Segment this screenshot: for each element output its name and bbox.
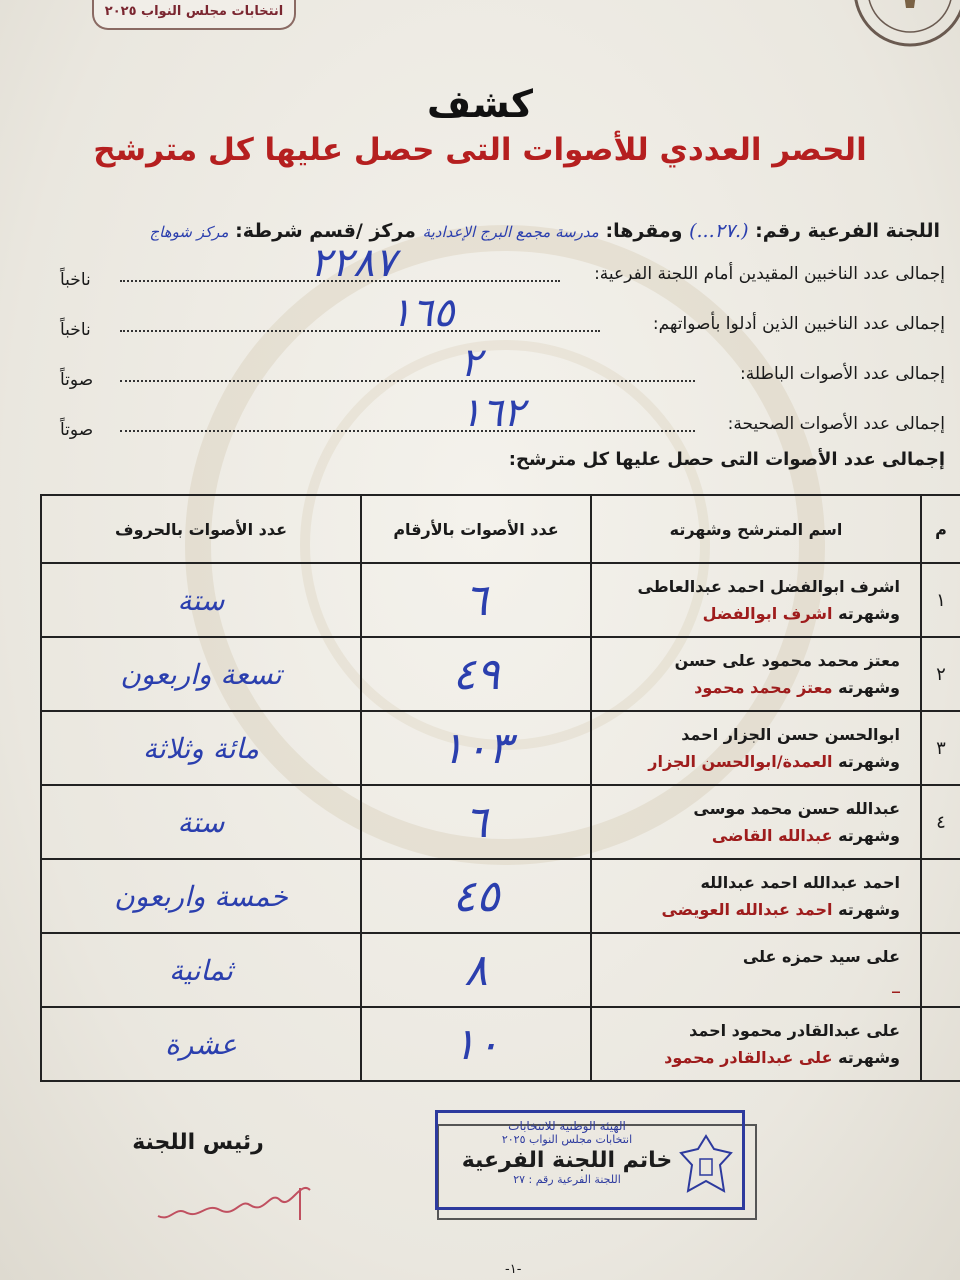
table-header-row <box>41 495 960 563</box>
candidate-nickname: على عبدالقادر محمود <box>664 1048 833 1067</box>
committee-hq-label: ومقرها: <box>605 220 683 242</box>
page-subtitle: الحصر العددي للأصوات التى حصل عليها كل مترشح <box>93 132 867 168</box>
candidate-name: على عبدالقادر محمود احمد <box>689 1020 900 1040</box>
votes-digits: ٤٩ <box>361 637 591 711</box>
stamp-authority: الهيئة الوطنية للانتخابات <box>508 1119 626 1133</box>
candidate-nickname: العمدة/ابوالحسن الجزار <box>648 752 833 771</box>
page-number: -١- <box>505 1262 522 1277</box>
total-voted-value: ١٦٥ <box>390 290 455 336</box>
total-voted-row <box>60 290 945 348</box>
committee-president-label: رئيس اللجنة <box>132 1130 264 1155</box>
votes-digits: ٨ <box>361 933 591 1007</box>
candidate-nickname: عبدالله القاضى <box>711 826 833 845</box>
nickname-prefix: وشهرته <box>838 1048 900 1067</box>
total-registered-label: إجمالى عدد الناخبين المقيدين أمام اللجنة الفرعية: <box>594 264 945 284</box>
candidate-name-cell <box>591 859 921 933</box>
row-index: ٢ <box>921 637 960 711</box>
row-index <box>921 859 960 933</box>
table-row <box>41 859 960 933</box>
committee-center-value: مركز شوهاج <box>149 223 229 241</box>
candidate-nickname: معتز محمد محمود <box>694 678 833 697</box>
total-valid-label: إجمالى عدد الأصوات الصحيحة: <box>727 414 945 434</box>
votes-words: ثمانية <box>41 933 361 1007</box>
total-valid-value: ١٦٢ <box>460 390 525 436</box>
row-index: ٣ <box>921 711 960 785</box>
dotted-line <box>120 380 695 382</box>
total-invalid-label: إجمالى عدد الأصوات الباطلة: <box>739 364 945 384</box>
committee-hq-value: مدرسة مجمع البرج الإعدادية <box>422 223 599 241</box>
total-registered-unit: ناخباً <box>60 270 91 290</box>
votes-digits: ١٠٣ <box>361 711 591 785</box>
votes-words: تسعة واربعون <box>41 637 361 711</box>
table-row <box>41 711 960 785</box>
row-index: ٤ <box>921 785 960 859</box>
candidate-name-cell <box>591 785 921 859</box>
header-digits: عدد الأصوات بالأرقام <box>361 495 591 563</box>
candidate-name: معتز محمد محمود على حسن <box>674 650 900 670</box>
committee-center-label: مركز /قسم شرطة: <box>235 220 416 242</box>
total-registered-row <box>60 240 945 298</box>
nickname-prefix: وشهرته <box>838 826 900 845</box>
stamp-committee-number: اللجنة الفرعية رقم : ٢٧ <box>513 1173 621 1186</box>
table-row <box>41 637 960 711</box>
eagle-emblem-icon <box>676 1131 736 1201</box>
candidate-name-cell <box>591 711 921 785</box>
votes-words: ستة <box>41 563 361 637</box>
candidate-name-cell <box>591 933 921 1007</box>
total-valid-row <box>60 390 945 448</box>
row-index <box>921 1007 960 1081</box>
table-row <box>41 933 960 1007</box>
committee-number-label: اللجنة الفرعية رقم: <box>755 220 940 242</box>
nickname-prefix: وشهرته <box>838 752 900 771</box>
table-row <box>41 563 960 637</box>
candidate-nickname: احمد عبدالله العويضى <box>661 900 833 919</box>
candidate-nickname: اشرف ابوالفضل <box>702 604 833 623</box>
votes-words: خمسة واربعون <box>41 859 361 933</box>
total-invalid-value: ٢ <box>460 340 482 386</box>
committee-stamp <box>435 1110 745 1210</box>
stamp-title: خاتم اللجنة الفرعية <box>461 1148 673 1173</box>
header-idx: م <box>921 495 960 563</box>
candidate-nickname: _ <box>892 974 900 993</box>
header-words: عدد الأصوات بالحروف <box>41 495 361 563</box>
candidate-name-cell <box>591 563 921 637</box>
election-authority-logo-icon <box>790 0 960 50</box>
row-index: ١ <box>921 563 960 637</box>
total-registered-value: ٢٢٨٧ <box>310 240 396 286</box>
total-invalid-unit: صوتاً <box>60 370 94 390</box>
votes-words: ستة <box>41 785 361 859</box>
votes-words: عشرة <box>41 1007 361 1081</box>
votes-words: مائة وثلاثة <box>41 711 361 785</box>
nickname-prefix: وشهرته <box>838 900 900 919</box>
committee-info <box>60 220 940 254</box>
candidate-name: عبدالله حسن محمد موسى <box>693 798 900 818</box>
page-title: كشف <box>426 82 534 126</box>
committee-number-value: (.٢٧...) <box>689 220 749 242</box>
votes-digits: ٦ <box>361 563 591 637</box>
candidate-name-cell <box>591 637 921 711</box>
votes-digits: ١٠ <box>361 1007 591 1081</box>
signature-icon <box>150 1170 320 1230</box>
nickname-prefix: وشهرته <box>838 678 900 697</box>
results-table <box>40 494 960 1082</box>
candidate-name-cell <box>591 1007 921 1081</box>
dotted-line <box>120 330 600 332</box>
table-row <box>41 1007 960 1081</box>
header-name: اسم المترشح وشهرته <box>591 495 921 563</box>
candidate-name: على سيد حمزه على <box>742 946 900 966</box>
candidate-name: اشرف ابوالفضل احمد عبدالعاطى <box>637 576 900 596</box>
total-voted-unit: ناخباً <box>60 320 91 340</box>
dotted-line <box>120 430 695 432</box>
total-valid-unit: صوتاً <box>60 420 94 440</box>
votes-digits: ٦ <box>361 785 591 859</box>
stamp-election: انتخابات مجلس النواب ٢٠٢٥ <box>501 1133 633 1146</box>
election-badge: انتخابات مجلس النواب ٢٠٢٥ <box>92 0 296 30</box>
total-voted-label: إجمالى عدد الناخبين الذين أدلوا بأصواتهم: <box>652 314 945 334</box>
candidate-name: احمد عبدالله احمد عبدالله <box>700 872 900 892</box>
nickname-prefix: وشهرته <box>838 604 900 623</box>
candidate-name: ابوالحسن حسن الجزار احمد <box>681 724 900 744</box>
table-row <box>41 785 960 859</box>
row-index <box>921 933 960 1007</box>
candidates-heading: إجمالى عدد الأصوات التى حصل عليها كل مترشح: <box>508 449 945 470</box>
votes-digits: ٤٥ <box>361 859 591 933</box>
